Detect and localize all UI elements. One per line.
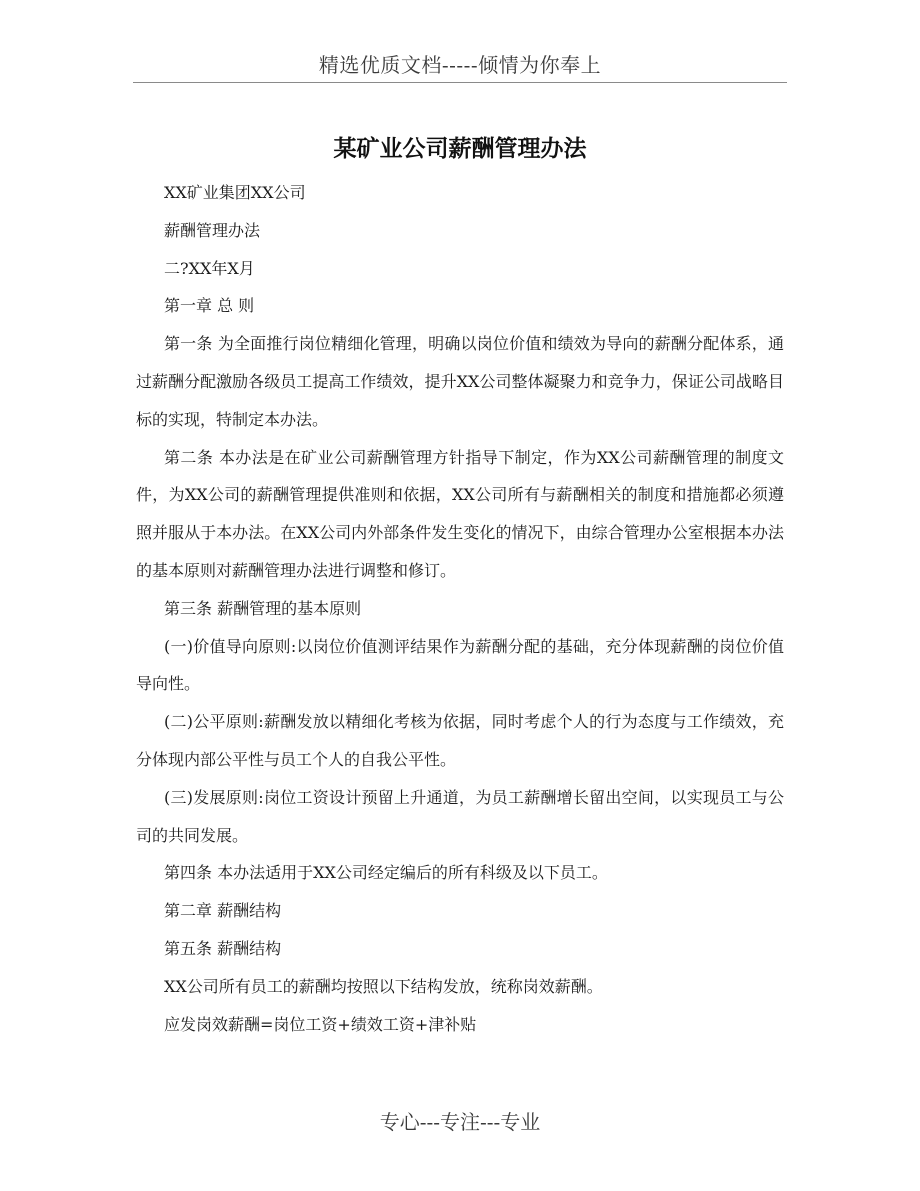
- paragraph-salary-structure: XX公司所有员工的薪酬均按照以下结构发放，统称岗效薪酬。: [164, 976, 603, 996]
- article-4: 第四条 本办法适用于XX公司经定编后的所有科级及以下员工。: [164, 863, 608, 883]
- principle-2: (二)公平原则:薪酬发放以精细化考核为依据，同时考虑个人的行为态度与工作绩效，充分体现内部公平性与员工个人的自我公平性。: [136, 712, 784, 769]
- article-3-heading: 第三条 薪酬管理的基本原则: [164, 598, 362, 618]
- paragraph-company: XX矿业集团XX公司: [164, 183, 306, 202]
- chapter-heading-2: 第二章 薪酬结构: [164, 901, 282, 921]
- page-footer: 专心---专注---专业: [379, 1110, 541, 1134]
- article-5-heading: 第五条 薪酬结构: [164, 938, 282, 958]
- article-2: 第二条 本办法是在矿业公司薪酬管理方针指导下制定，作为XX公司薪酬管理的制度文件，为XX公司的薪酬管理提供准则和依据，XX公司所有与薪酬相关的制度和措施都必须遵照并服从于本办法。在XX公司内外部条件发生变化的情况下，由综合管理办公室根据本办法的基本原则对薪酬管理办法进行调整和修订。: [136, 447, 784, 580]
- paragraph-doc-name: 薪酬管理办法: [164, 220, 261, 240]
- paragraph-date: 二?XX年X月: [164, 258, 255, 278]
- principle-1: (一)价值导向原则:以岗位价值测评结果作为薪酬分配的基础，充分体现薪酬的岗位价值导向性。: [136, 636, 784, 694]
- paragraph-salary-formula: 应发岗效薪酬=岗位工资+绩效工资+津补贴: [164, 1014, 477, 1034]
- chapter-heading-1: 第一章 总 则: [164, 296, 255, 316]
- document-body: [136, 174, 784, 1043]
- page-header: 精选优质文档-----倾情为你奉上: [133, 50, 787, 83]
- article-1: 第一条 为全面推行岗位精细化管理，明确以岗位价值和绩效为导向的薪酬分配体系，通过薪酬分配激励各级员工提高工作绩效，提升XX公司整体凝聚力和竞争力，保证公司战略目标的实现，特制定本办法。: [136, 334, 784, 429]
- principle-3: (三)发展原则:岗位工资设计预留上升通道，为员工薪酬增长留出空间，以实现员工与公司的共同发展。: [136, 787, 784, 845]
- document-title: 某矿业公司薪酬管理办法: [333, 136, 587, 162]
